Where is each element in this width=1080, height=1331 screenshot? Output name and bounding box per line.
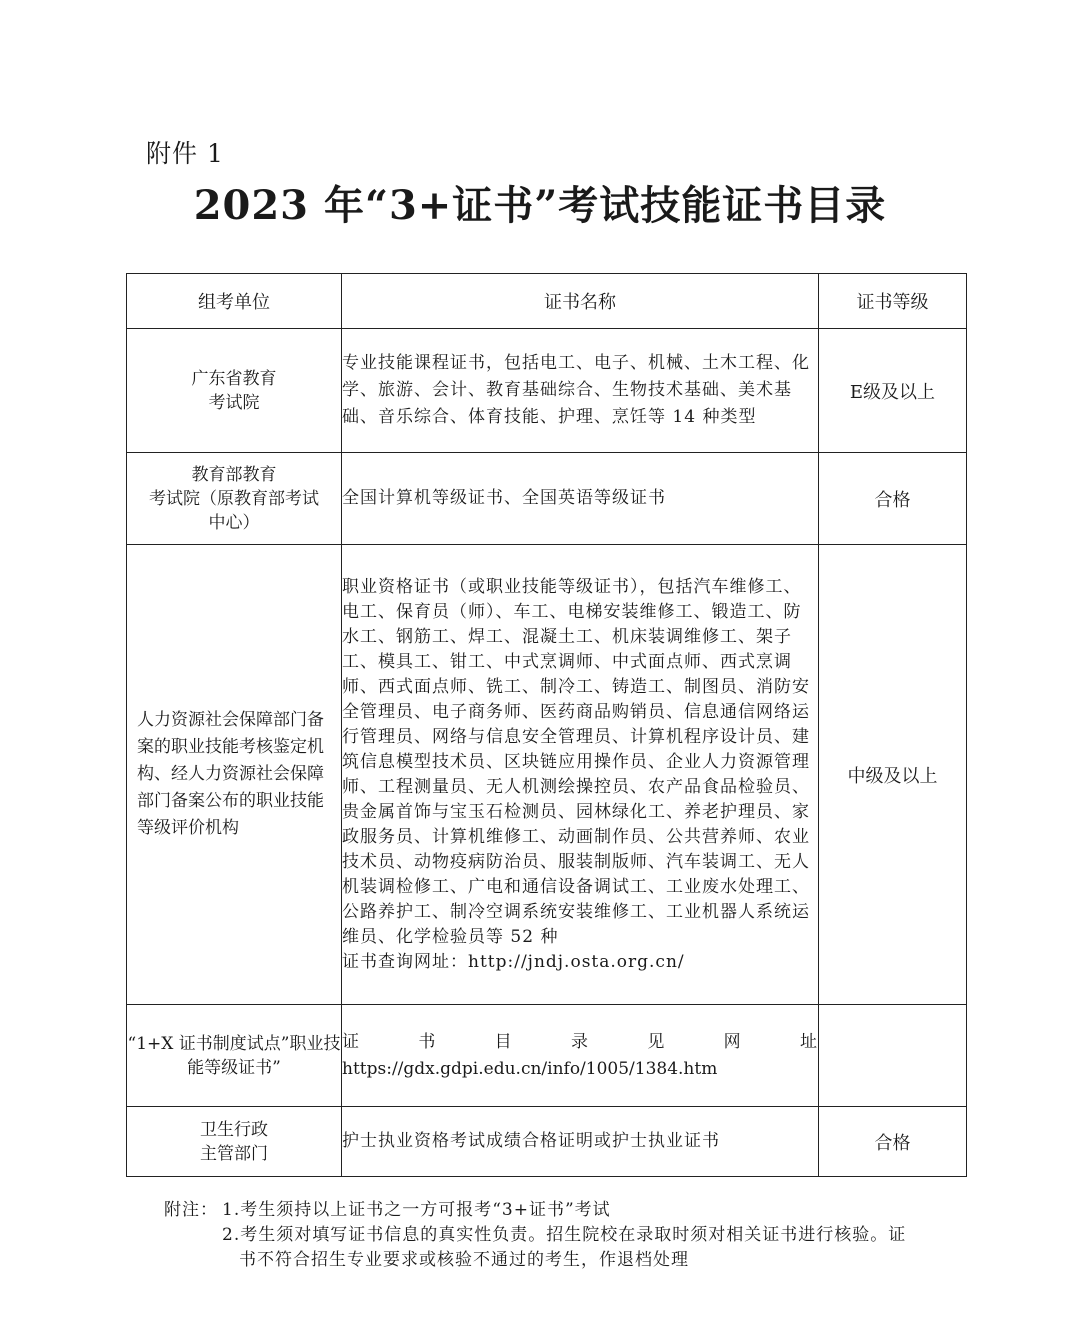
org-cell: [127, 453, 342, 545]
label-char: 网: [723, 1031, 742, 1052]
label-char: 证: [342, 1031, 360, 1052]
table-row: [127, 329, 967, 453]
table-header-row: [127, 274, 967, 329]
cert-name-cell: [342, 545, 819, 1005]
table-row: [127, 545, 967, 1005]
note-line-2: 2.考生须对填写证书信息的真实性负责。招生院校在录取时须对相关证书进行核验。证: [222, 1225, 907, 1245]
cert-level-cell: 合格: [819, 453, 967, 545]
note-line-2-continued: 书不符合招生专业要求或核验不通过的考生，作退档处理: [239, 1250, 689, 1270]
note-text: 1.考生须持以上证书之一方可报考“3+证书”考试: [222, 1200, 611, 1220]
org-text: 教育部教育 考试院（原教育部考试 中心）: [149, 464, 319, 533]
org-text: “1+X 证书制度试点”职业技能等级证书”: [127, 1033, 341, 1078]
table-row: [127, 1107, 967, 1177]
cert-name-text: 专业技能课程证书，包括电工、电子、机械、土木工程、化学、旅游、会计、教育基础综合、生物技术基础、美术基础、音乐综合、体育技能、护理、烹饪等 14 种类型: [342, 353, 810, 427]
footnotes: [164, 1198, 954, 1273]
cert-level-cell: 合格: [819, 1107, 967, 1177]
cert-query-url: 证书查询网址：http://jndj.osta.org.cn/: [342, 951, 685, 972]
cert-level-cell: [819, 1005, 967, 1107]
cert-name-text: 全国计算机等级证书、全国英语等级证书: [342, 488, 666, 508]
cert-directory-url: https://gdx.gdpi.edu.cn/info/1005/1384.htm: [342, 1058, 718, 1079]
cert-level-cell: E级及以上: [819, 329, 967, 453]
column-header-org: 组考单位: [127, 274, 342, 329]
table-row: [127, 1005, 967, 1107]
column-header-level: 证书等级: [819, 274, 967, 329]
certificate-table: [126, 273, 967, 1177]
attachment-label: 附件 1: [146, 139, 224, 168]
cert-name-text: 护士执业资格考试成绩合格证明或护士执业证书: [342, 1131, 720, 1151]
cert-directory-label: [342, 1029, 818, 1056]
cert-name-cell: [342, 329, 819, 453]
label-char: 书: [418, 1031, 437, 1052]
cert-name-cell: [342, 453, 819, 545]
cert-level-cell: 中级及以上: [819, 545, 967, 1005]
label-char: 录: [570, 1031, 589, 1052]
org-text: 广东省教育 考试院: [191, 368, 277, 413]
org-cell: [127, 1107, 342, 1177]
label-char: 见: [647, 1031, 666, 1052]
org-cell: [127, 329, 342, 453]
column-header-name: 证书名称: [342, 274, 819, 329]
note-line-1: [164, 1198, 954, 1223]
org-cell: [127, 1005, 342, 1107]
notes-label: 附注：: [164, 1200, 218, 1220]
label-char: 目: [494, 1031, 513, 1052]
org-cell: [127, 545, 342, 1005]
org-text: 卫生行政 主管部门: [200, 1119, 268, 1164]
label-char: 址: [799, 1031, 818, 1052]
cert-name-text: 职业资格证书（或职业技能等级证书），包括汽车维修工、电工、保育员（师）、车工、电梯安装维修工、锻造工、防水工、钢筋工、焊工、混凝土工、机床装调维修工、架子工、模具工、钳工、中式烹调师、中式面点师、西式烹调师、西式面点师、铣工、制冷工、铸造工、制图员、消防安全管理员、电子商务师、医药商品购销员、信息通信网络运行管理员、网络与信息安全管理员、计算机程序设计员、建筑信息模型技术员、区块链应用操作员、企业人力资源管理师、工程测量员、无人机测绘操控员、农产品食品检验员、贵金属首饰与宝玉石检测员、园林绿化工、养老护理员、家政服务员、计算机维修工、动画制作员、公共营养师、农业技术员、动物疫病防治员、服装制版师、汽车装调工、无人机装调检修工、广电和通信设备调试工、工业废水处理工、公路养护工、制冷空调系统安装维修工、工业机器人系统运维员、化学检验员等 52 种: [342, 576, 810, 947]
table-row: [127, 453, 967, 545]
cert-name-cell: [342, 1107, 819, 1177]
org-text: 人力资源社会保障部门备案的职业技能考核鉴定机构、经人力资源社会保障部门备案公布的职业技能等级评价机构: [137, 710, 324, 838]
document-title: 2023 年“3+证书”考试技能证书目录: [193, 182, 887, 229]
cert-name-cell: [342, 1005, 819, 1107]
